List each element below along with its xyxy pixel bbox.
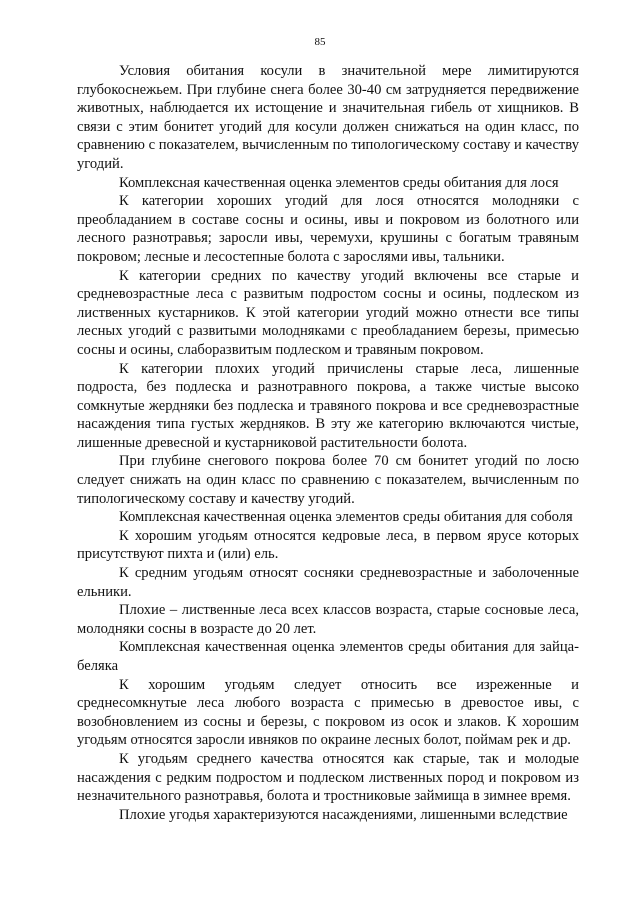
heading-hare-assessment: Комплексная качественная оценка элементов среды обитания для зайца-беляка	[77, 639, 579, 674]
paragraph-sable-medium-habitats: К средним угодьям относят сосняки средневозрастные и заболоченные ельники.	[77, 565, 579, 600]
paragraph-sable-poor-habitats: Плохие – лиственные леса всех классов возраста, старые сосновые леса, молодняки сосны в возрасте до 20 лет.	[77, 602, 579, 637]
paragraph-elk-poor-habitats: К категории плохих угодий причислены старые леса, лишенные подроста, без подлеска и разнотравного покрова, а также чистые высоко сомкнутые жердняки без подлеска и травяного покрова и все средневозрастные насаждения типа густых жердняков. В эту же категорию включаются чистые, лишенные древесной и кустарниковой растительности болота.	[77, 360, 579, 451]
document-body	[77, 62, 579, 824]
paragraph-sable-good-habitats: К хорошим угодьям относятся кедровые леса, в первом ярусе которых присутствуют пихта и (или) ель.	[77, 527, 579, 563]
heading-elk-assessment: Комплексная качественная оценка элементов среды обитания для лося	[119, 174, 559, 191]
paragraph-hare-good-habitats: К хорошим угодьям следует относить все изреженные и среднесомкнутые леса любого возраста с примесью в древостое ивы, с возобновлением из сосны и березы, с покровом из осок и злаков. К хорошим угодьям относятся заросли ивняков по окраине лесных болот, поймам рек и др.	[77, 676, 579, 749]
paragraph-elk-snow-depth: При глубине снегового покрова более 70 см бонитет угодий по лосю следует снижать на один класс по сравнению с показателем, вычисленным по типологическому составу и качеству угодий.	[77, 453, 579, 507]
paragraph-roe-deer-snow: Условия обитания косули в значительной мере лимитируются глубокоснежьем. При глубине снега более 30-40 см затрудняется передвижение животных, наблюдается их истощение и значительная гибель от хищников. В связи с этим бонитет угодий для косули должен снижаться на один класс, по сравнению с показателем, вычисленным по типологическому составу и качеству угодий.	[77, 63, 579, 172]
paragraph-elk-medium-habitats: К категории средних по качеству угодий включены все старые и средневозрастные леса с развитым подростом сосны и осины, подлеском из лиственных кустарников. К этой категории угодий можно отнести все типы лесных угодий с развитыми молодняками с преобладанием березы, примесью сосны и осины, слаборазвитым подлеском и травяным покровом.	[77, 267, 579, 358]
paragraph-hare-poor-habitats: Плохие угодья характеризуются насаждениями, лишенными вследствие	[119, 806, 568, 823]
paragraph-hare-medium-habitats: К угодьям среднего качества относятся как старые, так и молодые насаждения с редким подростом и подлеском лиственных пород и покровом из незначительного разнотравья, болота и тростниковые займища в зимнее время.	[77, 750, 579, 805]
page-number: 85	[314, 36, 326, 48]
paragraph-elk-good-habitats: К категории хороших угодий для лося относятся молодняки с преобладанием в составе сосны и осины, ивы и покровом из болотного или лесного разнотравья; заросли ивы, черемухи, крушины с богатым травяным покровом; лесные и лесостепные болота с зарослями ивы, тальники.	[77, 193, 579, 265]
heading-sable-assessment: Комплексная качественная оценка элементов среды обитания для соболя	[119, 509, 573, 526]
